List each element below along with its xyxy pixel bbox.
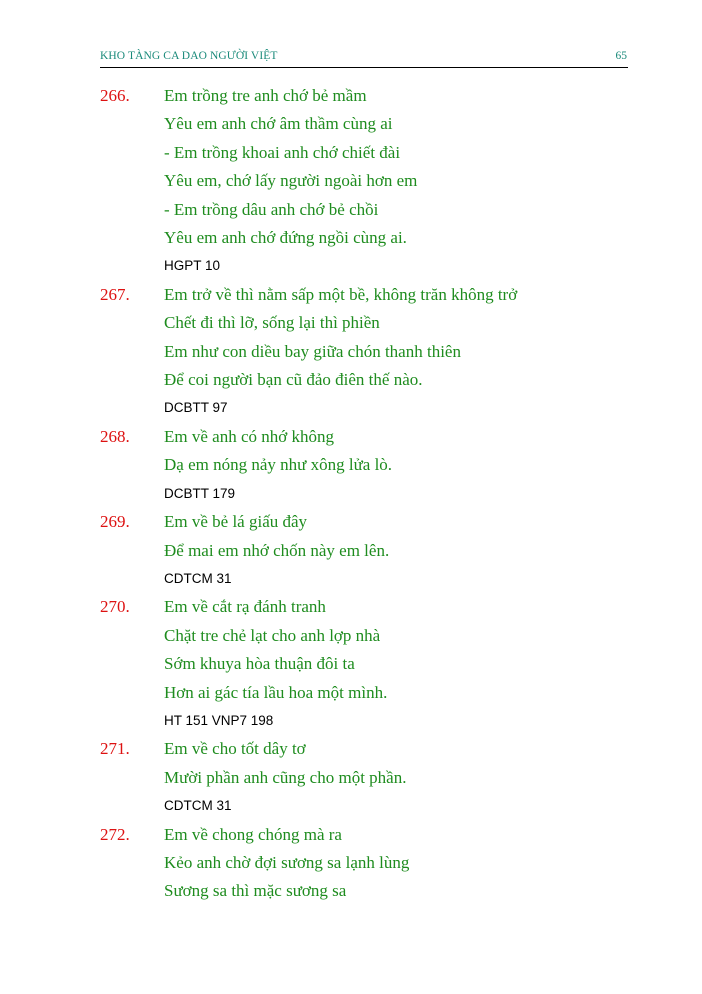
verse-line: - Em trồng dâu anh chớ bẻ chồi <box>164 199 379 219</box>
verse-line: Em về cắt rạ đánh tranh <box>164 597 326 617</box>
verse-line: Em trở về thì nằm sấp một bề, không trăn không trở <box>164 284 518 304</box>
verse-line: Hơn ai gác tía lầu hoa một mình. <box>164 682 388 702</box>
entry-number: 271. <box>100 739 130 759</box>
entry-body <box>164 593 628 735</box>
verse-line: Em trồng tre anh chớ bẻ mầm <box>164 86 367 105</box>
verse-line: Em về bẻ lá giấu đây <box>164 512 308 532</box>
verse-line: Em về chong chóng mà ra <box>164 824 342 844</box>
book-title: KHO TÀNG CA DAO NGƯỜI VIỆT <box>100 50 278 62</box>
verse-line: Mười phần anh cũng cho một phần. <box>164 767 407 787</box>
source-citation: DCBTT 179 <box>164 485 236 501</box>
entry-body <box>164 423 628 508</box>
source-citation: HT 151 VNP7 198 <box>164 712 274 728</box>
verse-line: Chặt tre chẻ lạt cho anh lợp nhà <box>164 625 381 645</box>
source-citation: CDTCM 31 <box>164 798 232 814</box>
verse-line: Kẻo anh chờ đợi sương sa lạnh lùng <box>164 852 410 872</box>
verse-line: Yêu em, chớ lấy người ngoài hơn em <box>164 171 418 191</box>
verse-line: Dạ em nóng nảy như xông lửa lò. <box>164 455 393 475</box>
verse-entry <box>100 735 628 820</box>
entry-body <box>164 735 628 820</box>
entry-body <box>164 281 628 423</box>
verse-line: Để coi người bạn cũ đảo điên thế nào. <box>164 370 423 390</box>
entry-body <box>164 821 628 906</box>
entry-number: 268. <box>100 426 130 446</box>
verse-entry <box>100 423 628 508</box>
entry-body <box>164 508 628 593</box>
page-header <box>100 49 628 68</box>
verse-line: Chết đi thì lỡ, sống lại thì phiền <box>164 313 380 333</box>
source-citation: CDTCM 31 <box>164 570 232 586</box>
verse-line: Em như con diều bay giữa chón thanh thiên <box>164 341 461 361</box>
verse-entry <box>100 821 628 906</box>
verse-line: - Em trồng khoai anh chớ chiết đài <box>164 142 401 162</box>
verse-line: Để mai em nhớ chốn này em lên. <box>164 540 390 560</box>
entry-body <box>164 82 628 281</box>
verse-line: Em về anh có nhớ không <box>164 426 334 446</box>
entry-number: 267. <box>100 284 130 304</box>
source-citation: HGPT 10 <box>164 258 221 274</box>
entry-number: 269. <box>100 512 130 532</box>
entry-number: 270. <box>100 597 130 617</box>
verse-line: Em về cho tốt dây tơ <box>164 739 306 759</box>
verse-line: Yêu em anh chớ đứng ngồi cùng ai. <box>164 228 407 248</box>
verse-entry <box>100 508 628 593</box>
verse-list <box>100 82 628 906</box>
page-number: 65 <box>615 50 627 62</box>
verse-entry <box>100 593 628 735</box>
verse-line: Sớm khuya hòa thuận đôi ta <box>164 654 355 674</box>
verse-line: Sương sa thì mặc sương sa <box>164 881 347 901</box>
entry-number: 272. <box>100 824 130 844</box>
verse-entry <box>100 82 628 281</box>
entry-number: 266. <box>100 86 130 105</box>
verse-entry <box>100 281 628 423</box>
verse-line: Yêu em anh chớ âm thầm cùng ai <box>164 114 393 134</box>
source-citation: DCBTT 97 <box>164 400 228 416</box>
